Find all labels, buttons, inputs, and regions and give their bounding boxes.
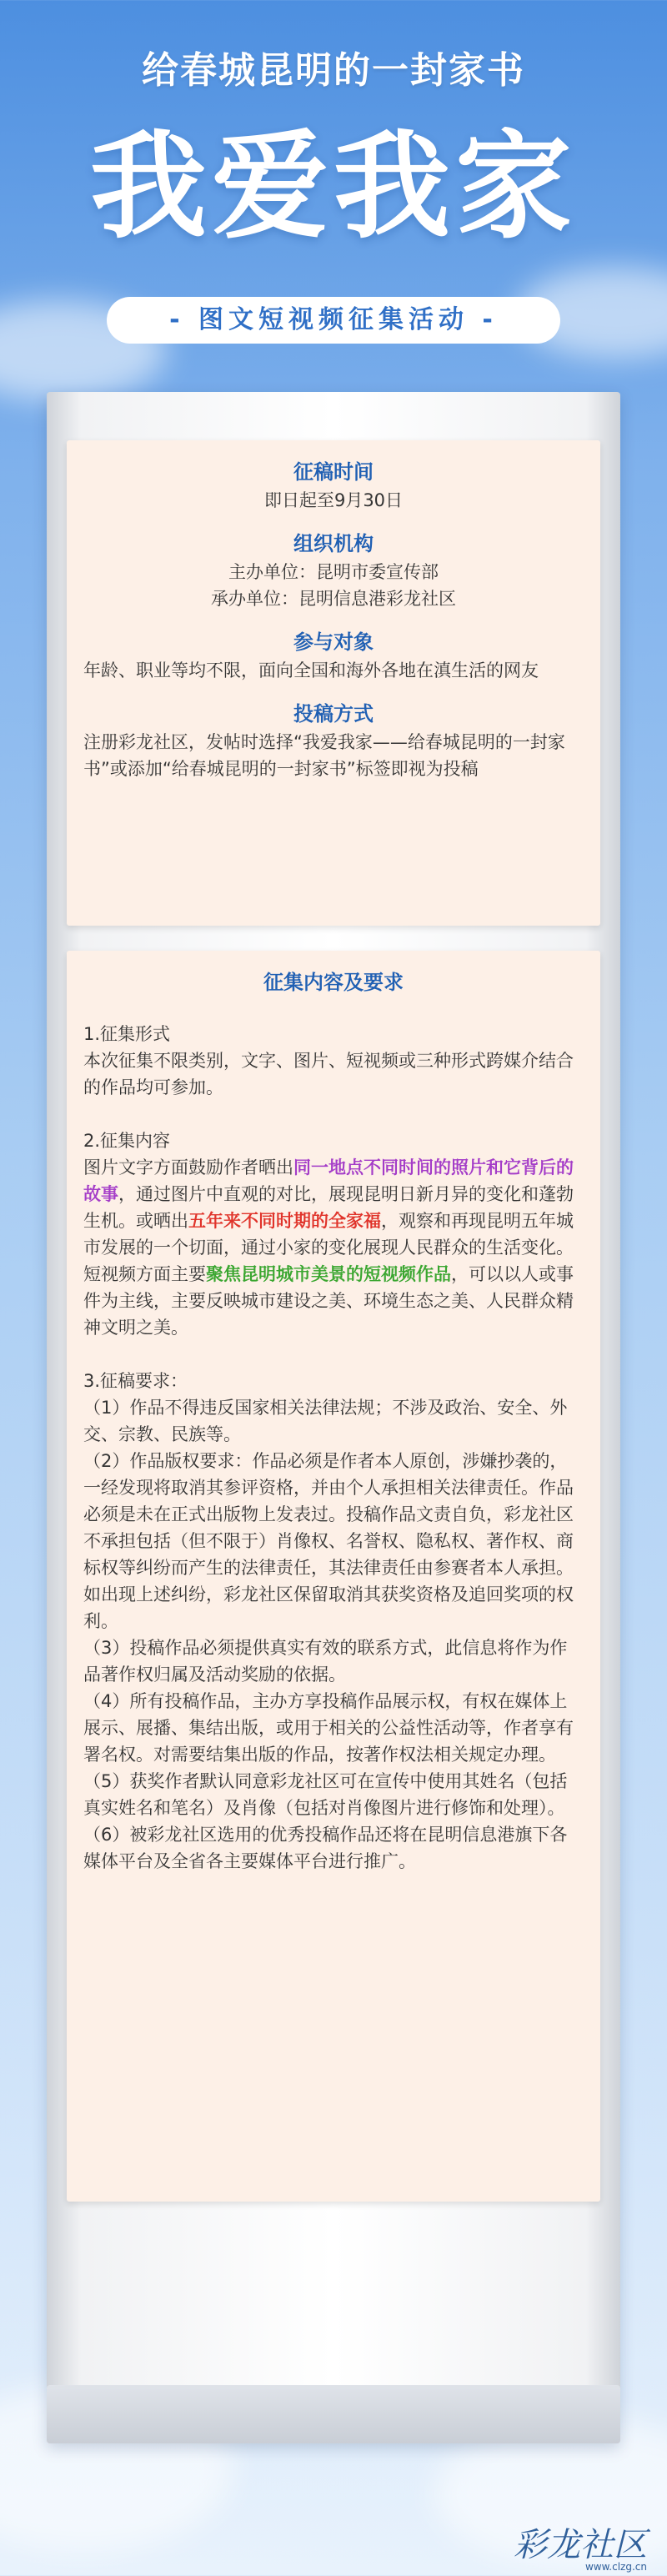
content-photo-paragraph <box>67 1154 600 1261</box>
text-span: ，可以以人或事件为主线，主要反映城市建设之美、环境生态之美、人民群众精神文明之美。 <box>83 1264 574 1338</box>
site-watermark <box>514 2518 647 2573</box>
org-title: 组织机构 <box>293 532 374 555</box>
hero-banner <box>0 0 667 359</box>
info-card <box>67 440 600 926</box>
highlight-same-place: 同一地点不同时间的照片和它背后的故事 <box>83 1157 574 1204</box>
method-text: 注册彩龙社区，发帖时选择“我爱我家——给春城昆明的一封家书”或添加“给春城昆明的一封家书”标签即视为投稿 <box>83 732 565 779</box>
text-span: ，观察和再现昆明五年城市发展的一个切面，通过小家的变化展现人民群众的生活变化。 <box>83 1211 574 1258</box>
requirement-item: （4）所有投稿作品，主办方享投稿作品展示权，有权在媒体上展示、展播、集结出版，或用于相关的公益性活动等，作者享有署名权。对需要结集出版的作品，按著作权法相关规定办理。 <box>83 1691 574 1765</box>
content-video-paragraph <box>67 1261 600 1341</box>
org-host: 主办单位：昆明市委宣传部 <box>228 562 439 582</box>
org-organizer: 承办单位：昆明信息港彩龙社区 <box>211 589 456 609</box>
participants-title: 参与对象 <box>293 630 374 654</box>
content-title: 2.征集内容 <box>83 1131 171 1151</box>
method-title: 投稿方式 <box>293 702 374 726</box>
highlight-family-photo: 五年来不同时期的全家福 <box>188 1211 381 1231</box>
requirements-card <box>67 951 600 2202</box>
form-title: 1.征集形式 <box>83 1024 171 1044</box>
text-span: 短视频方面主要 <box>83 1264 206 1284</box>
requirement-item: （2）作品版权要求：作品必须是作者本人原创，涉嫌抄袭的，一经发现将取消其参评资格，并由个人承担相关法律责任。作品必须是未在正式出版物上发表过。投稿作品文责自负，彩龙社区不承担包括（但不限于）肖像权、名誉权、隐私权、著作权、商标权等纠纷而产生的法律责任，其法律责任由参赛者本人承担。如出现上述纠纷，彩龙社区保留取消其获奖资格及追回奖项的权利。 <box>83 1451 574 1631</box>
text-span: 图片文字方面鼓励作者晒出 <box>83 1157 293 1178</box>
highlight-video-works: 聚焦昆明城市美景的短视频作品 <box>206 1264 451 1284</box>
activity-pill: - 图文短视频征集活动 - <box>107 297 560 344</box>
requirement-item: （3）投稿作品必须提供真实有效的联系方式，此信息将作为作品著作权归属及活动奖励的依据。 <box>83 1638 568 1685</box>
requirements-subtitle: 3.征稿要求： <box>83 1371 188 1391</box>
requirement-item: （6）被彩龙社区选用的优秀投稿作品还将在昆明信息港旗下各媒体平台及全省各主要媒体平台进行推广。 <box>83 1825 568 1871</box>
period-title: 征稿时间 <box>293 460 374 484</box>
period-text: 即日起至9月30日 <box>263 490 404 510</box>
participants-text: 年龄、职业等均不限，面向全国和海外各地在滇生活的网友 <box>83 660 539 680</box>
watermark-logo: 彩龙社区 <box>514 2526 647 2564</box>
watermark-url: www.clzg.cn <box>584 2561 647 2573</box>
requirements-title: 征集内容及要求 <box>263 971 404 994</box>
requirement-item: （1）作品不得违反国家相关法律法规；不涉及政治、安全、外交、宗教、民族等。 <box>83 1398 568 1444</box>
requirement-item: （5）获奖作者默认同意彩龙社区可在宣传中使用其姓名（包括真实姓名和笔名）及肖像（包括对肖像图片进行修饰和处理）。 <box>83 1771 568 1818</box>
hero-title: 我爱我家 <box>89 119 577 255</box>
hero-subtitle: 给春城昆明的一封家书 <box>142 49 525 92</box>
text-span: ，通过图片中直观的对比，展现昆明日新月异的变化和蓬勃生机。或晒出 <box>83 1184 574 1231</box>
form-text: 本次征集不限类别，文字、图片、短视频或三种形式跨媒介结合的作品均可参加。 <box>83 1051 574 1097</box>
scroll-frame-bottom <box>47 2385 620 2443</box>
